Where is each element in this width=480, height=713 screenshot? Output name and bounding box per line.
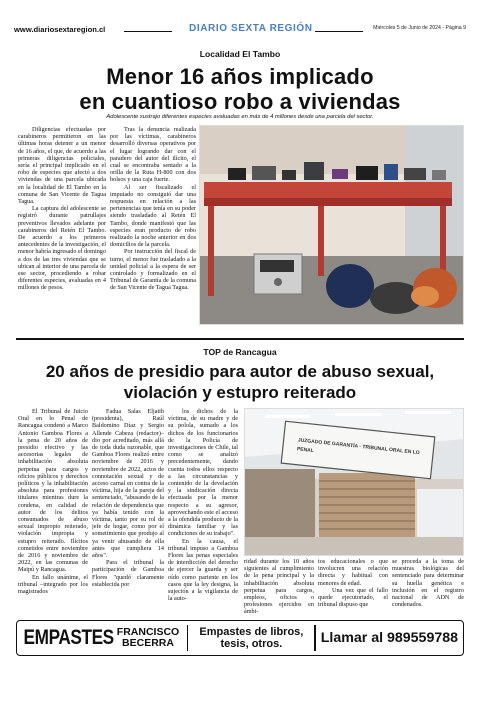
article2-photo-courthouse xyxy=(244,408,464,556)
article1-paragraph: Tras la denuncia realizada por las víctimas, carabineros desarrolló diversas operativos por el lugar logrando dar con el paradero del autor del ilícito, el cual se encontraba sentado a la orilla de la Ruta H-800 con dos bolsos y una caja fuerte. xyxy=(110,126,196,184)
ad-services-line2: tesis, otros. xyxy=(220,638,283,650)
classified-ad-empastes xyxy=(16,620,464,656)
article2-column-2 xyxy=(92,408,164,614)
section-divider xyxy=(16,338,464,340)
ad-phone[interactable]: Llamar al 989559788 xyxy=(320,630,459,646)
article1-column-1 xyxy=(18,126,106,328)
article2-paragraph: Para el tribunal la participación de Gamboa Flores "quedó claramente establecida por xyxy=(92,559,164,588)
ad-owner-last: BECERRA xyxy=(122,637,174,649)
article2-title-line1: 20 años de presidio para autor de abuso sexual, xyxy=(45,362,435,381)
article2-paragraph: se proceda a la toma de muestras biológicas del sentenciado para determinar su huella genética e inclusión en el registro nacional de ADN de condenados. xyxy=(392,558,464,609)
article1-paragraph: La captura del adolescente se registró durante patrullajes preventivos llevados adelante por carabineros del Retén El Tambo. De acuerdo a los primeros antecedentes de la investigación, el menor habría ingresado el domingo a dos de las tres viviendas que se ubican al interior de una parcela de ese sector, procediendo a robar diferentes especies, avaluadas en 4 millones de pesos. xyxy=(18,205,106,292)
article2-paragraph: Una vez que el fallo quede ejecutoriado, el tribunal dispuso que xyxy=(318,586,388,609)
article2-column-5 xyxy=(318,558,388,616)
site-url[interactable]: www.diariosextaregion.cl xyxy=(14,25,106,34)
article2-column-6 xyxy=(392,558,464,616)
article1-title-line2: en cuantioso robo a viviendas xyxy=(79,89,401,114)
article2-paragraph: El Tribunal de Juicio Oral en lo Penal de Rancagua condenó a Marco Antonio Gamboa Flores a la pena de 20 años de presidio efectivo y las accesorias legales de inhabilitación absoluta perpetua para cargos y oficios públicos y derechos políticos y la inhabilitación absoluta para profesiones titulares mientras dure la condena, en calidad de autor de los delitos consumados de abuso sexual impropio reiterado, violación impropia y estupro reiterado. Ilícitos cometidos entre noviembre de 2016 y noviembre de 2022, en las comunas de Maipú y Rancagua. xyxy=(18,408,88,574)
ad-services xyxy=(188,626,314,650)
article1-title-line1: Menor 16 años implicado xyxy=(106,64,374,89)
date-and-page: Miércoles 5 de Junio de 2024 - Página 9 xyxy=(373,25,466,31)
article1-kicker: Localidad El Tambo xyxy=(199,49,281,59)
article2-paragraph: Fadua Salas Eljatib (presidenta), Raúl Baldomino Díaz y Sergio Allende Cabeza (redactor)– dio por acreditado, más allá de toda duda razonable, que Gamboa Flores realizó entre noviembre de 2016 y noviembre de 2022, actos de connotación sexual y de acceso carnal en contra de la víctima, hija de la pareja del sentenciado, "abusando de la relación de dependencia que ya había tenido con la víctima, tanto por su rol de jefe de hogar, como por el sometimiento que produjo al ya venir abusando de ella antes que cumpliera 14 años". xyxy=(92,408,164,560)
article1-photo-stolen-items xyxy=(199,125,464,325)
article2-paragraph: En la causa, el tribunal impuso a Gamboa Flores las penas especiales de interdicción del derecho de ejercer la guarda y ser oído como pariente en los casos que la ley designa, la sujeción a la vigilancia de la auto- xyxy=(168,537,238,603)
article1-paragraph: Por instrucción del fiscal de turno, el menor fue trasladado a la unidad policial a la espera de ser controlado y formalizado en el Tribunal de Garantía de la comuna de San Vicente de Tagua Tagua. xyxy=(110,248,196,292)
article1-subtitle: Adolescente sustrajo diferentes especies avaluadas en más de 4 millones desde una parcela del sector. xyxy=(106,114,374,120)
courthouse-sign-text: JUZGADO DE GARANTÍA · TRIBUNAL ORAL EN LO PENAL xyxy=(296,437,420,457)
article2-kicker: TOP de Rancagua xyxy=(203,347,277,357)
article1-paragraph: Diligencias efectuadas por carabineros permitieron en las últimas horas detener a un menor de 16 años, el que, de acuerdo a las primeras diligencias policiales, sería el principal implicado en el robo de especies que afectó a dos viviendas de una parcela ubicada en la localidad de El Tambo en la comuna de San Vicente de Tagua Tagua. xyxy=(18,126,106,206)
page-header xyxy=(14,25,466,39)
article2-title-line2: violación y estupro reiterado xyxy=(123,383,357,402)
ad-owner-name xyxy=(109,627,187,650)
header-rule-right xyxy=(315,31,363,32)
article2-column-3 xyxy=(168,408,238,614)
article2-column-1 xyxy=(18,408,88,614)
article1-column-2 xyxy=(110,126,196,328)
ad-brand: EMPASTES xyxy=(23,626,114,649)
article2-column-4 xyxy=(244,558,314,616)
article2-paragraph: En fallo unánime, el tribunal –integrado por los magistrados xyxy=(18,573,88,596)
header-rule-left xyxy=(124,31,172,32)
newspaper-name: DIARIO SEXTA REGIÓN xyxy=(189,23,313,34)
article1-paragraph: Al ser fiscalizado el imputado no consiguió dar una respuesta en relación a las pertenencias que tenía en su poder siendo trasladado al Retén El Tambo, donde manifestó que las especies eran producto de robo realizado la noche anterior en dos domicilios de la parcela. xyxy=(110,183,196,249)
article2-paragraph: tos educacionales o que involucren una relación directa y habitual con menores de edad. xyxy=(318,558,388,587)
ad-owner-first: FRANCISCO xyxy=(116,625,180,638)
article2-paragraph: los dichos de la víctima, de su madre y de su polola, sumado a los dichos de los funcionarios de la Policía de investigaciones de Chile, tal como se analizó precedentemente, dando cuenta todos ellos respecto a las circunstancias y contenido de la develación y la sindicación directa efectuada por la menor respecto a su agresor, aprovechando este el acceso a la ofendida producto de la dinámica familiar y las condiciones de su trabajo". xyxy=(168,408,238,538)
article2-paragraph: ridad durante los 10 años siguientes al cumplimiento de la pena principal y la inhabilitación absoluta perpetua para cargos, empleos, oficios o profesiones ejercidos en ámbi- xyxy=(244,558,314,616)
ad-services-line1: Empastes de libros, xyxy=(199,626,304,638)
